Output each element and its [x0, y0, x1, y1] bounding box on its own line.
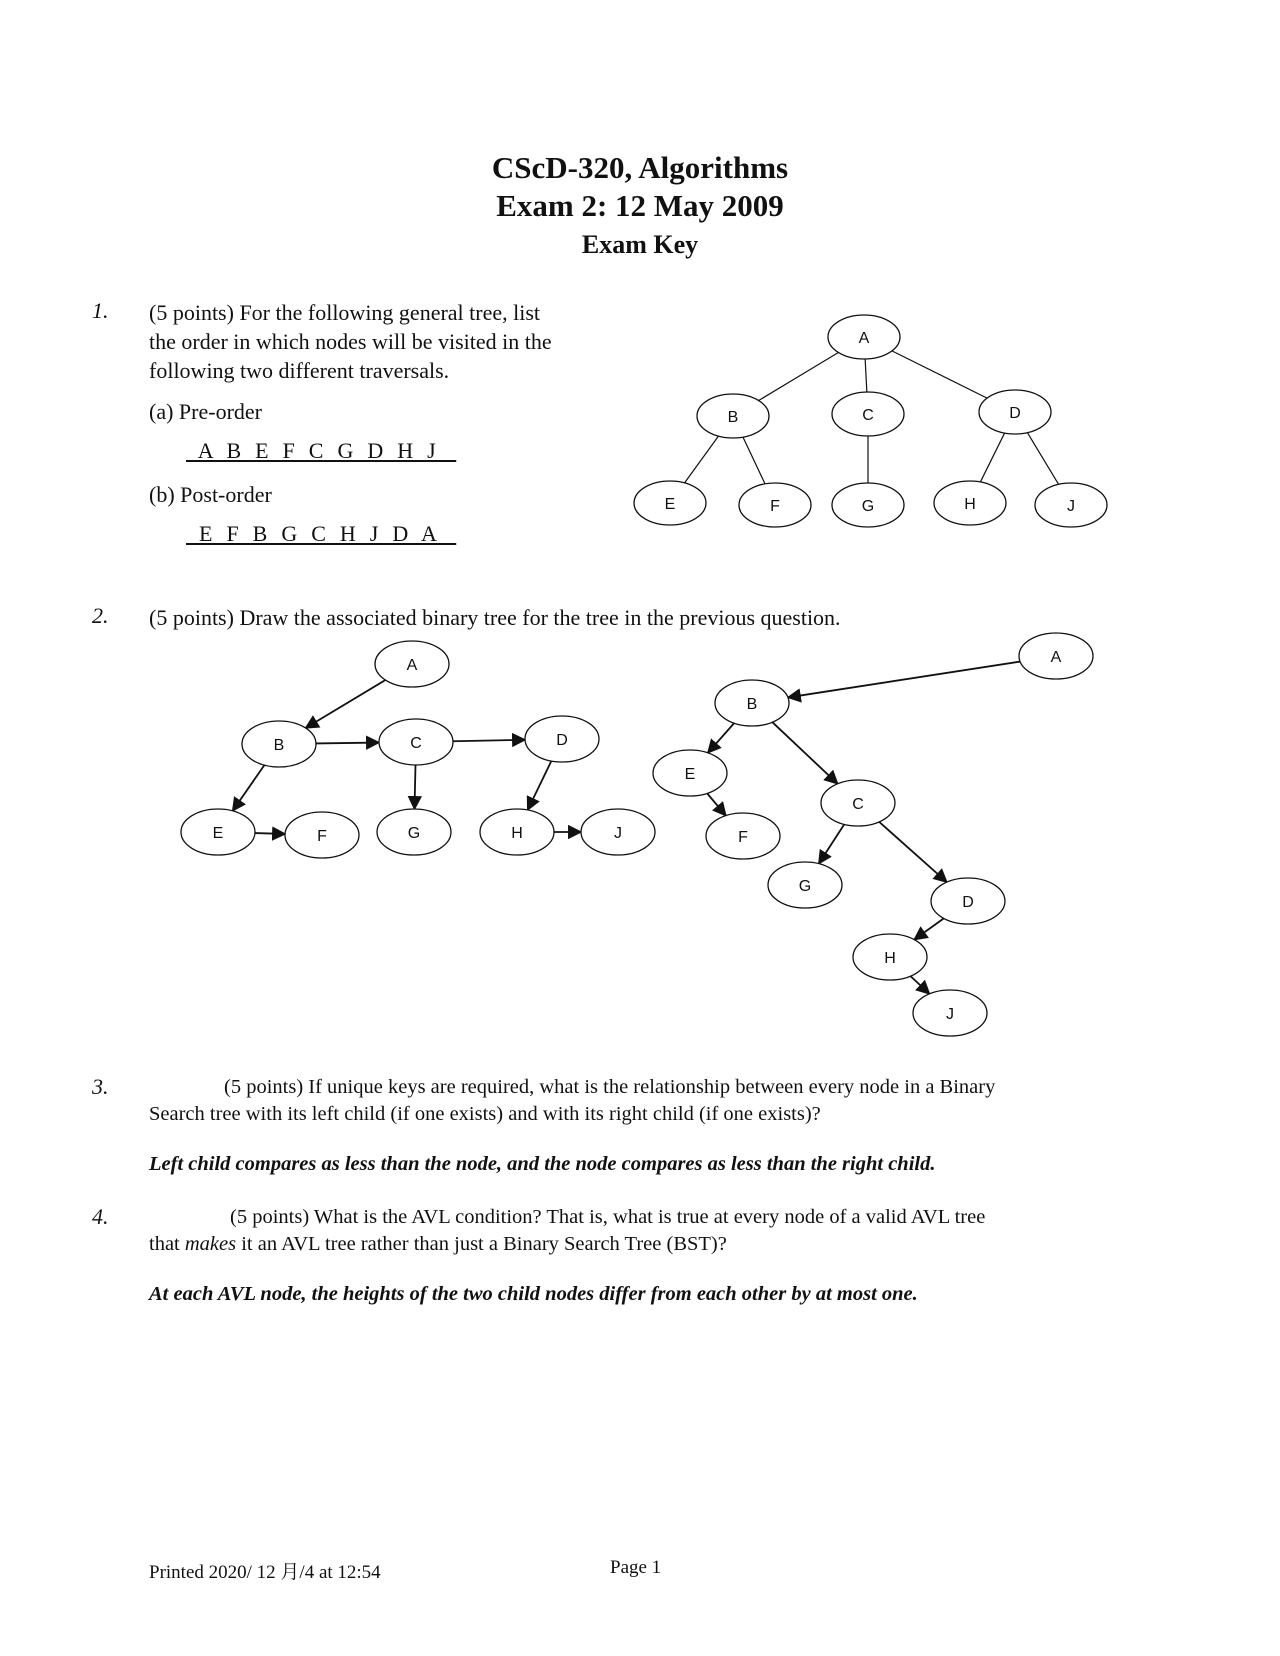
svg-text:F: F	[317, 828, 327, 845]
tree-node-b	[697, 394, 769, 438]
svg-text:A: A	[406, 657, 418, 674]
question-1-number: 1.	[92, 298, 109, 323]
binary-edge-arrow	[788, 662, 1020, 698]
tree-edge	[1027, 433, 1058, 485]
question-4-prompt-line1: (5 points) What is the AVL condition? That is, what is true at every node of a valid AVL tree	[230, 1206, 986, 1228]
binary-edge-arrow	[772, 722, 837, 784]
svg-text:F: F	[770, 498, 780, 515]
binary-edge-arrow	[255, 833, 285, 834]
binary-edge-arrow	[879, 822, 947, 882]
svg-text:F: F	[738, 829, 748, 846]
question-4-emphasis: makes	[184, 1233, 237, 1255]
binary-node-h	[480, 809, 554, 855]
question-4-answer: At each AVL node, the heights of the two child nodes differ from each other by at most one.	[149, 1283, 918, 1305]
question-4-prompt-text: it an AVL tree rather than just a Binary Search Tree (BST)?	[236, 1233, 727, 1255]
tree-node-h	[934, 481, 1006, 525]
binary-edge-arrow	[415, 765, 416, 809]
svg-text:C: C	[852, 796, 864, 813]
binary-right-node-g	[768, 862, 842, 908]
tree-node-e	[634, 481, 706, 525]
svg-text:D: D	[556, 732, 568, 749]
question-3-prompt-line1: (5 points) If unique keys are required, what is the relationship between every node in a Binary	[224, 1076, 996, 1098]
svg-text:E: E	[664, 496, 676, 513]
svg-text:C: C	[410, 735, 422, 752]
tree-node-c	[832, 392, 904, 436]
question-1a-label: (a) Pre-order	[149, 399, 262, 424]
binary-node-f	[285, 812, 359, 858]
question-4-number: 4.	[92, 1204, 109, 1229]
question-1a-answer: A B E F C G D H J	[186, 438, 457, 463]
exam-subtitle: Exam Key	[581, 230, 699, 259]
binary-right-node-f	[706, 813, 780, 859]
binary-edge-arrow	[914, 918, 944, 939]
svg-text:H: H	[884, 950, 896, 967]
tree-edge	[759, 352, 839, 400]
binary-right-node-d	[931, 878, 1005, 924]
svg-text:D: D	[1009, 405, 1021, 422]
question-2-prompt: (5 points) Draw the associated binary tree for the tree in the previous question.	[149, 605, 841, 630]
question-1b-label: (b) Post-order	[149, 482, 272, 507]
tree-edge	[743, 437, 765, 484]
footer-page: Page 1	[610, 1557, 662, 1578]
binary-node-b	[242, 721, 316, 767]
course-title: CScD-320, Algorithms	[491, 150, 789, 185]
svg-text:J: J	[946, 1006, 954, 1023]
svg-text:H: H	[964, 496, 976, 513]
binary-edge-arrow	[707, 793, 726, 815]
svg-text:B: B	[727, 409, 739, 426]
binary-edge-arrow	[233, 765, 265, 811]
tree-edge	[980, 433, 1004, 482]
svg-text:E: E	[684, 766, 696, 783]
binary-edge-arrow	[911, 976, 930, 994]
question-1-prompt-line: (5 points) For the following general tree, list	[149, 300, 541, 325]
binary-right-node-b	[715, 680, 789, 726]
svg-text:D: D	[962, 894, 974, 911]
binary-edge-arrow	[528, 761, 552, 810]
tree-node-a	[828, 315, 900, 359]
binary-tree-right	[653, 633, 1093, 1036]
svg-text:G: G	[798, 878, 812, 895]
question-3-number: 3.	[92, 1074, 109, 1099]
svg-text:E: E	[212, 825, 224, 842]
question-4-prompt-text: that	[149, 1233, 185, 1255]
binary-edge-arrow	[316, 743, 379, 744]
footer-printed: Printed 2020/ 12 月/4 at 12:54	[149, 1562, 381, 1583]
svg-text:G: G	[407, 825, 421, 842]
binary-node-a	[375, 641, 449, 687]
svg-text:J: J	[614, 825, 622, 842]
svg-text:J: J	[1067, 498, 1075, 515]
binary-right-node-a	[1019, 633, 1093, 679]
binary-tree-left	[181, 641, 655, 858]
binary-node-j	[581, 809, 655, 855]
tree-node-d	[979, 390, 1051, 434]
tree-node-j	[1035, 483, 1107, 527]
binary-edge-arrow	[819, 824, 844, 863]
general-tree	[634, 315, 1107, 527]
binary-right-node-j	[913, 990, 987, 1036]
binary-node-g	[377, 809, 451, 855]
svg-text:A: A	[1050, 649, 1062, 666]
binary-edge-arrow	[306, 680, 386, 728]
question-3-answer: Left child compares as less than the node, and the node compares as less than the right child.	[149, 1153, 936, 1175]
question-1-prompt-line: following two different traversals.	[149, 358, 450, 383]
tree-edge	[685, 436, 719, 483]
question-1-prompt-line: the order in which nodes will be visited in the	[149, 329, 552, 354]
binary-edge-arrow	[708, 723, 734, 753]
binary-edge-arrow	[453, 740, 525, 741]
question-2-number: 2.	[92, 603, 109, 628]
svg-text:B: B	[746, 696, 758, 713]
svg-text:B: B	[273, 737, 285, 754]
tree-node-f	[739, 483, 811, 527]
question-1b-answer: E F B G C H J D A	[186, 521, 457, 546]
binary-node-e	[181, 809, 255, 855]
tree-edge	[892, 351, 987, 398]
binary-node-c	[379, 719, 453, 765]
binary-right-node-e	[653, 750, 727, 796]
tree-edge	[865, 359, 867, 392]
question-3-prompt-line2: Search tree with its left child (if one exists) and with its right child (if one exists)?	[149, 1103, 821, 1125]
svg-text:H: H	[511, 825, 523, 842]
binary-right-node-h	[853, 934, 927, 980]
svg-text:G: G	[861, 498, 875, 515]
tree-node-g	[832, 483, 904, 527]
binary-node-d	[525, 716, 599, 762]
binary-right-node-c	[821, 780, 895, 826]
exam-title: Exam 2: 12 May 2009	[496, 188, 784, 223]
svg-text:A: A	[858, 330, 870, 347]
svg-text:C: C	[862, 407, 874, 424]
